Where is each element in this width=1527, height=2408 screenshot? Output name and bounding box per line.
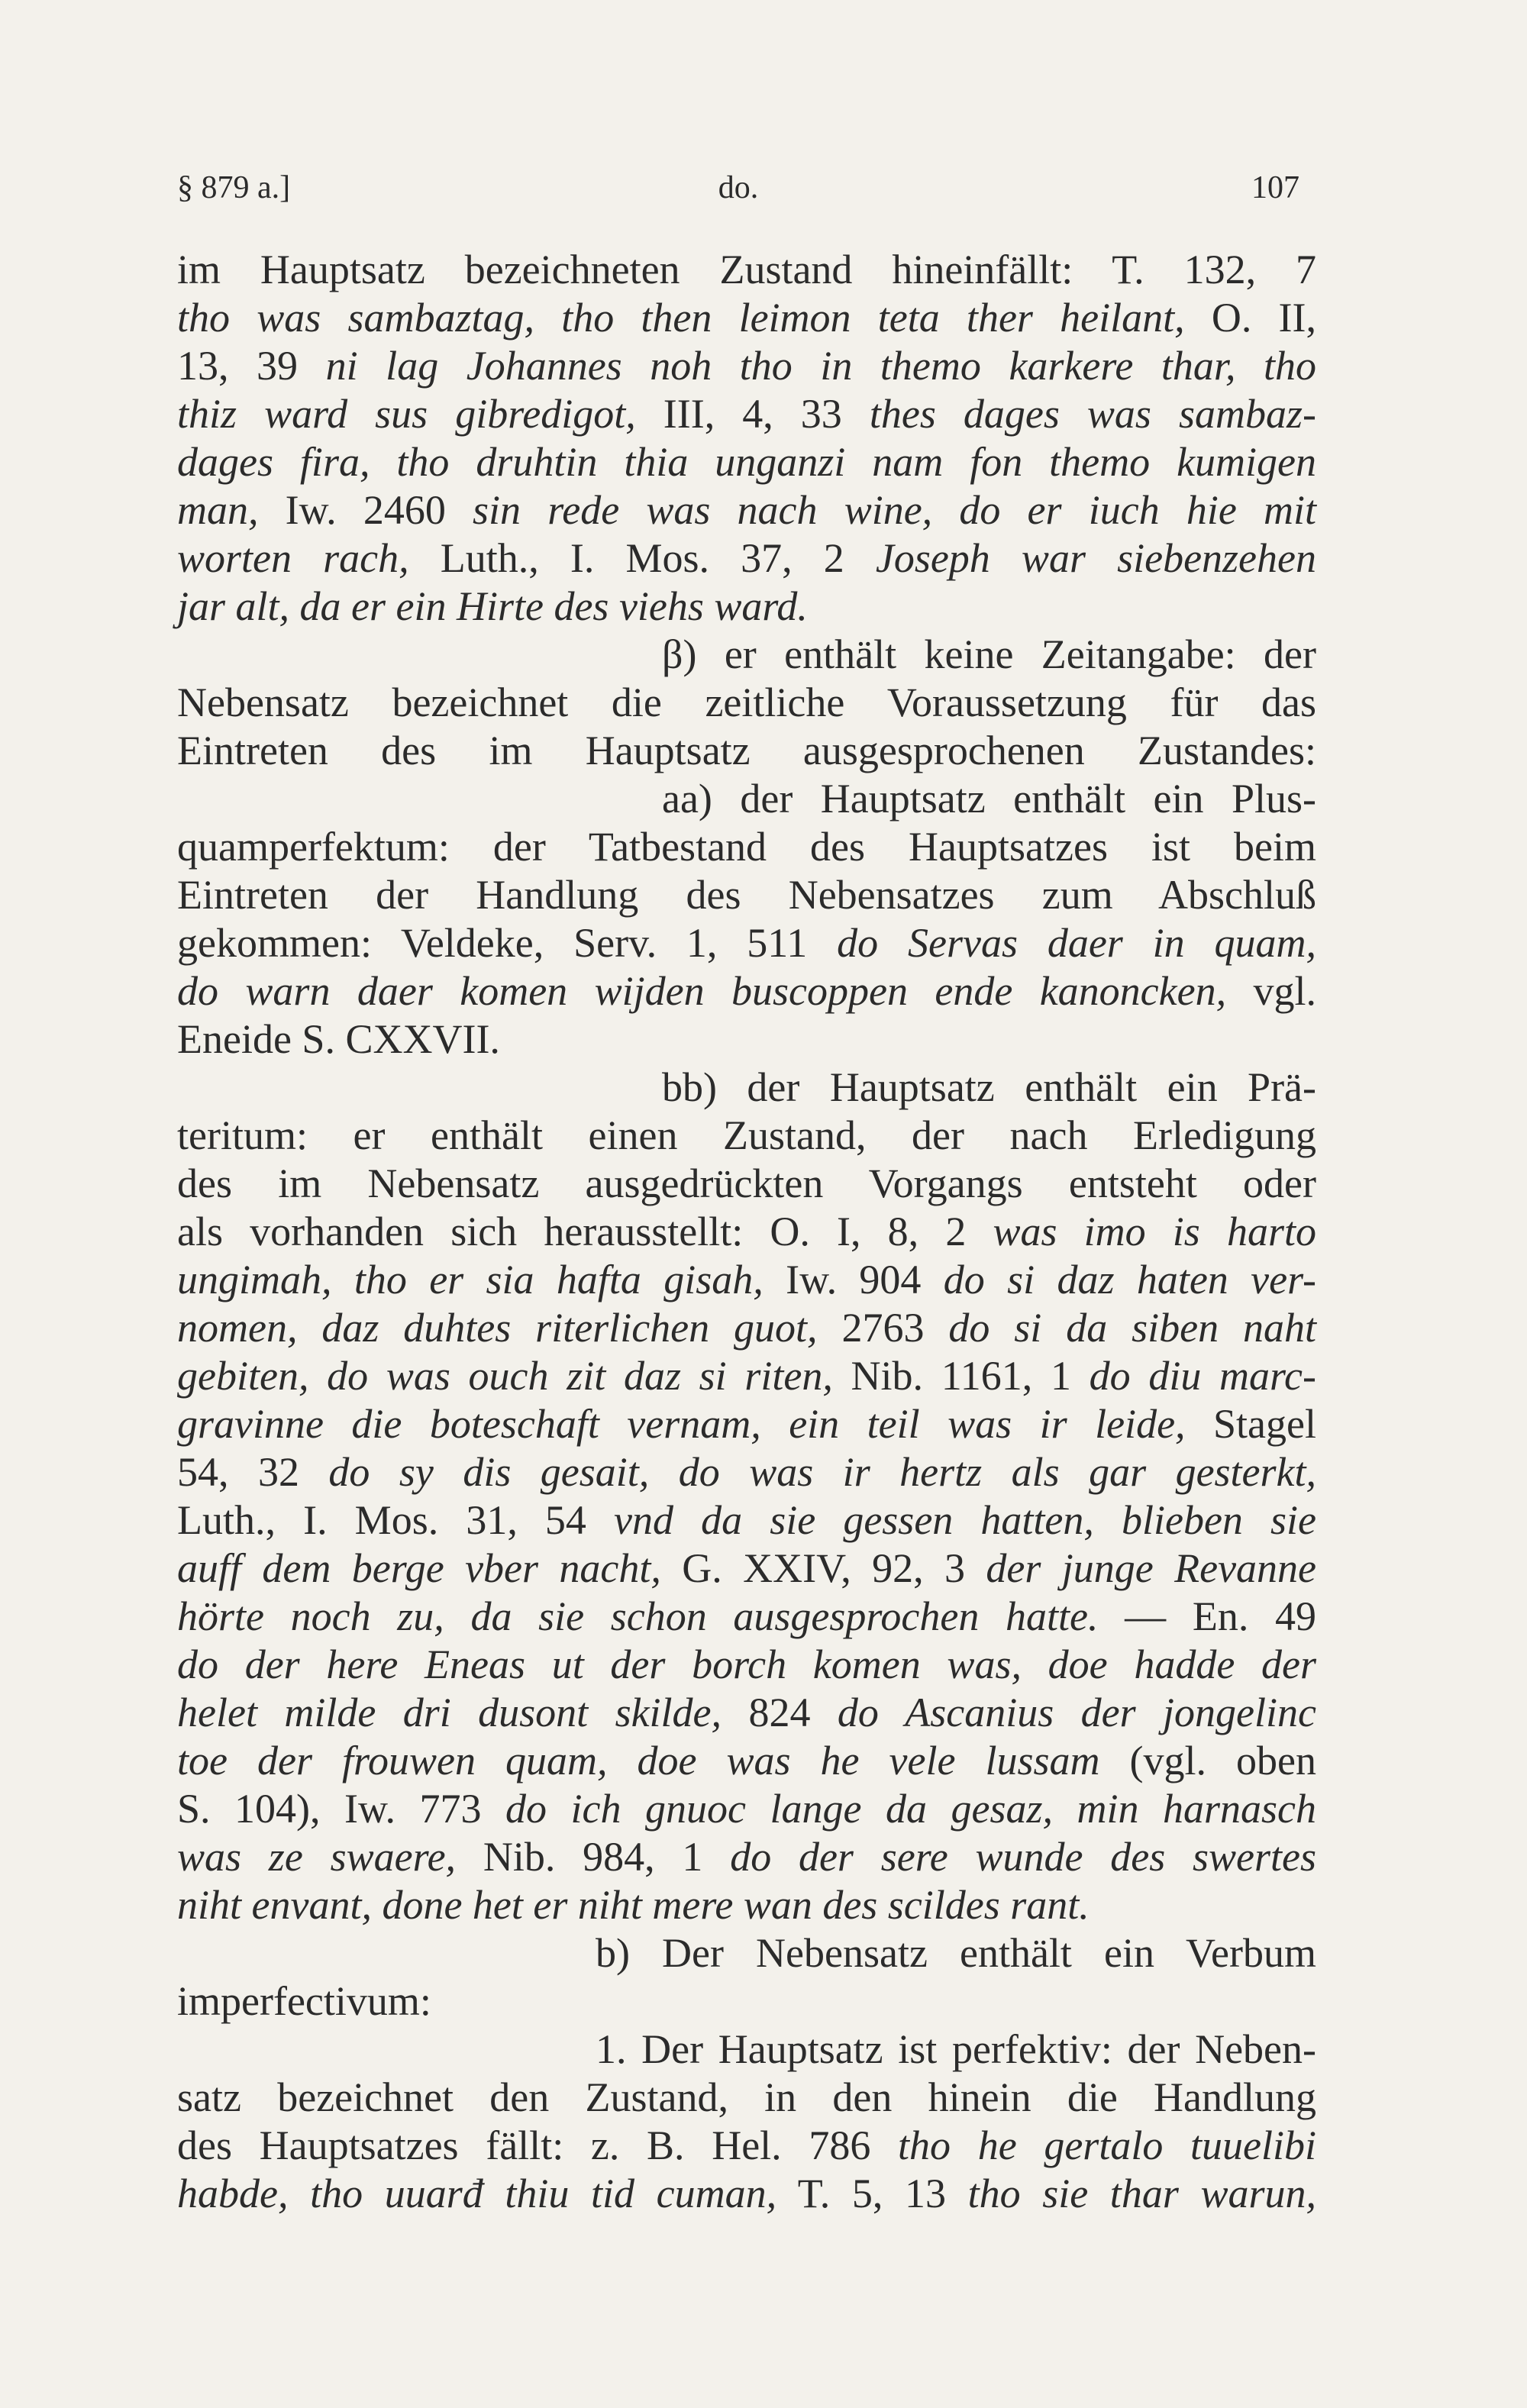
text-run: satz bezeichnet den Zustand, in den hinein die Handlung <box>177 2074 1316 2120</box>
running-title: do. <box>718 170 759 205</box>
citation-quote: ungimah, tho er sia hafta gisah, <box>177 1257 764 1302</box>
text-run: Eneide S. CXXVII. <box>177 1016 500 1062</box>
citation-quote: tho he gertalo tuuelibi <box>898 2122 1316 2168</box>
text-run: 2763 <box>817 1305 949 1351</box>
text-line <box>177 631 1316 679</box>
text-line <box>177 1448 1316 1496</box>
text-run: quamperfektum: der Tatbestand des Hauptsatzes ist beim <box>177 824 1316 870</box>
citation-quote: gebiten, do was ouch zit daz si riten, <box>177 1353 833 1399</box>
citation-quote: hörte noch zu, da sie schon ausgesprochen hatte. <box>177 1593 1099 1639</box>
citation-quote: habde, tho uuarđ thiu tid cuman, <box>177 2171 777 2216</box>
text-line <box>177 342 1316 390</box>
citation-quote: gravinne die boteschaft vernam, ein teil was ir leide, <box>177 1401 1186 1447</box>
text-run: T. 5, 13 <box>776 2171 968 2216</box>
text-run: Eintreten der Handlung des Nebensatzes zum Abschluß <box>177 872 1316 918</box>
text-run: Nib. 1161, 1 <box>832 1353 1090 1399</box>
section-reference: § 879 a.] <box>177 170 291 205</box>
citation-quote: do der sere wunde des swertes <box>730 1834 1316 1880</box>
citation-quote: sin rede was nach wine, do er iuch hie mit <box>473 487 1316 533</box>
text-line <box>177 727 1316 775</box>
citation-quote: nomen, daz duhtes riterlichen guot, <box>177 1305 818 1351</box>
text-line <box>177 1929 1316 1977</box>
text-run: imperfectivum: <box>177 1978 431 2024</box>
text-line <box>177 2074 1316 2122</box>
text-run: O. II, <box>1184 295 1316 341</box>
text-line <box>177 679 1316 727</box>
text-line <box>177 1641 1316 1689</box>
text-line <box>177 1256 1316 1304</box>
text-line <box>177 438 1316 486</box>
text-line <box>177 1304 1316 1352</box>
text-line <box>177 1160 1316 1208</box>
text-run: teritum: er enthält einen Zustand, der nach Erledigung <box>177 1112 1316 1158</box>
text-run: Stagel <box>1185 1401 1316 1447</box>
text-line <box>177 1208 1316 1256</box>
citation-quote: man, <box>177 487 259 533</box>
text-run: β) er enthält keine Zeitangabe: der <box>662 631 1316 677</box>
text-run: — En. 49 <box>1098 1593 1316 1639</box>
text-line <box>177 246 1316 294</box>
citation-quote: was ze swaere, <box>177 1834 457 1880</box>
citation-quote: do si da siben naht <box>948 1305 1316 1351</box>
text-line <box>177 1352 1316 1400</box>
citation-quote: do diu marc- <box>1089 1353 1316 1399</box>
text-run: G. XXIV, 92, 3 <box>660 1545 986 1591</box>
text-run: Luth., I. Mos. 37, 2 <box>408 535 876 581</box>
text-run: 13, 39 <box>177 343 326 389</box>
text-run: (vgl. oben <box>1099 1738 1317 1783</box>
text-line <box>177 2122 1316 2170</box>
citation-quote: tho was sambaztag, tho then leimon teta ther heilant, <box>177 295 1185 341</box>
text-line <box>177 1689 1316 1737</box>
text-run: S. 104), Iw. 773 <box>177 1786 506 1832</box>
text-run: als vorhanden sich herausstellt: O. I, 8, 2 <box>177 1209 993 1254</box>
text-run: b) Der Nebensatz enthält ein Verbum <box>596 1930 1316 1976</box>
text-run: 1. Der Hauptsatz ist perfektiv: der Neben- <box>596 2026 1316 2072</box>
text-run: Nib. 984, 1 <box>456 1834 731 1880</box>
text-line <box>177 1400 1316 1448</box>
text-run: Iw. 904 <box>763 1257 944 1302</box>
citation-quote: helet milde dri dusont skilde, <box>177 1690 722 1735</box>
text-line <box>177 1064 1316 1112</box>
citation-quote: thes dages was sambaz- <box>869 391 1316 437</box>
citation-quote: do der here Eneas ut der borch komen was, doe hadde der <box>177 1641 1316 1687</box>
text-line <box>177 1833 1316 1881</box>
citation-quote: was imo is harto <box>993 1209 1316 1254</box>
citation-quote: der junge Revanne <box>986 1545 1316 1591</box>
citation-quote: dages fira, tho druhtin thia unganzi nam fon themo kumigen <box>177 439 1316 485</box>
running-header <box>177 169 1299 215</box>
text-line <box>177 534 1316 583</box>
citation-quote: auff dem berge vber nacht, <box>177 1545 661 1591</box>
text-line <box>177 871 1316 919</box>
citation-quote: tho sie thar warun, <box>967 2171 1316 2216</box>
text-line <box>177 2170 1316 2218</box>
citation-quote: worten rach, <box>177 535 409 581</box>
text-run: III, 4, 33 <box>635 391 870 437</box>
citation-quote: do si daz haten ver- <box>943 1257 1316 1302</box>
citation-quote: jar alt, da er ein Hirte des viehs ward. <box>177 583 808 629</box>
text-run: Iw. 2460 <box>258 487 473 533</box>
text-line <box>177 390 1316 438</box>
text-run: 824 <box>722 1690 838 1735</box>
body-text <box>177 246 1316 2218</box>
text-run: Nebensatz bezeichnet die zeitliche Voraussetzung für das <box>177 679 1316 725</box>
citation-quote: niht envant, done het er niht mere wan des scildes rant. <box>177 1882 1090 1928</box>
text-line <box>177 1015 1316 1064</box>
text-line <box>177 486 1316 534</box>
text-run: gekommen: Veldeke, Serv. 1, 511 <box>177 920 838 966</box>
text-run: des im Nebensatz ausgedrückten Vorgangs entsteht oder <box>177 1160 1316 1206</box>
text-line <box>177 2025 1316 2074</box>
text-run: im Hauptsatz bezeichneten Zustand hineinfällt: T. 132, 7 <box>177 247 1316 292</box>
text-run: bb) der Hauptsatz enthält ein Prä- <box>662 1064 1316 1110</box>
citation-quote: do Servas daer in quam, <box>837 920 1317 966</box>
text-line <box>177 823 1316 871</box>
citation-quote: do ich gnuoc lange da gesaz, min harnasch <box>505 1786 1316 1832</box>
citation-quote: ni lag Johannes noh tho in themo karkere thar, tho <box>325 343 1316 389</box>
citation-quote: toe der frouwen quam, doe was he vele lussam <box>177 1738 1100 1783</box>
text-line <box>177 967 1316 1015</box>
text-line <box>177 919 1316 967</box>
text-line <box>177 1496 1316 1545</box>
text-line <box>177 583 1316 631</box>
text-line <box>177 1112 1316 1160</box>
text-run: vgl. <box>1226 968 1316 1014</box>
text-line <box>177 1545 1316 1593</box>
text-line <box>177 775 1316 823</box>
citation-quote: vnd da sie gessen hatten, blieben sie <box>614 1497 1317 1543</box>
text-line <box>177 1881 1316 1929</box>
text-line <box>177 1785 1316 1833</box>
text-run: Luth., I. Mos. 31, 54 <box>177 1497 615 1543</box>
citation-quote: do sy dis gesait, do was ir hertz als gar gesterkt, <box>328 1449 1317 1495</box>
citation-quote: do Ascanius der jongelinc <box>837 1690 1316 1735</box>
citation-quote: do warn daer komen wijden buscoppen ende kanoncken, <box>177 968 1227 1014</box>
text-line <box>177 1593 1316 1641</box>
text-run: 54, 32 <box>177 1449 329 1495</box>
citation-quote: Joseph war siebenzehen <box>875 535 1316 581</box>
text-run: Eintreten des im Hauptsatz ausgesprochenen Zustandes: <box>177 728 1316 773</box>
page-number: 107 <box>1251 170 1299 205</box>
text-line <box>177 294 1316 342</box>
text-run: aa) der Hauptsatz enthält ein Plus- <box>662 776 1316 821</box>
text-run: des Hauptsatzes fällt: z. B. Hel. 786 <box>177 2122 899 2168</box>
citation-quote: thiz ward sus gibredigot, <box>177 391 636 437</box>
text-line <box>177 1977 1316 2025</box>
text-line <box>177 1737 1316 1785</box>
